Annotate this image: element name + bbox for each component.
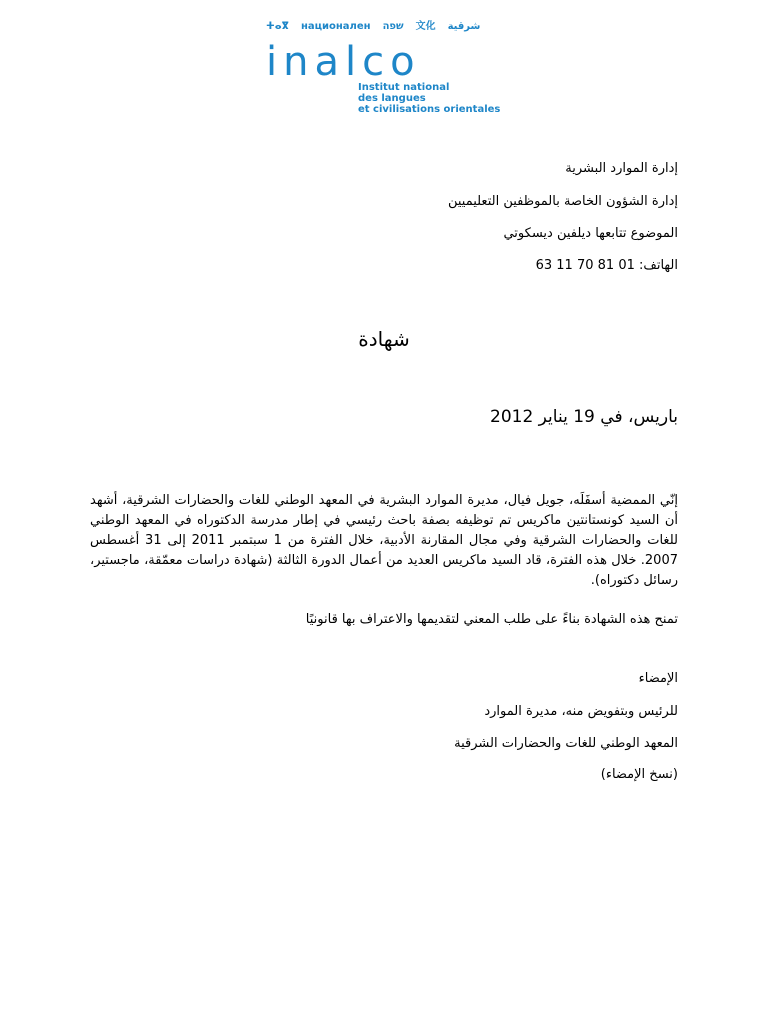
signature-authority: للرئيس وبتفويض منه، مديرة الموارد (484, 704, 678, 719)
signature-copy-note: (نسخ الإمضاء) (600, 767, 678, 782)
logo-script-chinese: 文化 (415, 21, 436, 32)
header-division: إدارة الشؤون الخاصة بالموظفين التعليميين (447, 194, 678, 209)
signature-label: الإمضاء (638, 671, 678, 686)
logo-tagline (358, 82, 500, 115)
logo-tagline-line: des langues (358, 93, 426, 104)
logo-scripts (266, 20, 480, 34)
header-phone: الهاتف: 01 81 70 11 63 (535, 258, 678, 273)
logo-tagline-line: Institut national (358, 82, 450, 93)
header-subject: الموضوع تتابعها ديلفين ديسكوتي (503, 226, 678, 241)
logo-script-tifinagh: ⵜⴰⴳ (266, 21, 289, 32)
document-date: باريس، في 19 يناير 2012 (490, 407, 678, 427)
logo-script-arabic: شرقية (447, 21, 481, 32)
logo-brand: inalco (266, 39, 421, 85)
body-paragraph: إنّي الممضية أسفَلَه، جويل فيال، مديرة الموارد البشرية في المعهد الوطني للغات والحضارات الشرقية، أشهد أن السيد كونستانتين ماكريس تم توظيفه بصفة باحث رئيسي في إطار مدرسة الدكتوراه في المعهد الوطني للغات والحضارات الشرقية وفي مجال المقارنة الأدبية، خلال الفترة من 1 سبتمبر 2011 إلى 31 أغسطس 2007. خلال هذه الفترة، قاد السيد ماكريس العديد من أعمال الدورة الثالثة (شهادة دراسات معمّقة، ماجستير، رسائل دكتوراه). (90, 493, 678, 588)
logo-tagline-line: et civilisations orientales (358, 104, 501, 115)
document-title: شهادة (358, 327, 410, 351)
signature-institution: المعهد الوطني للغات والحضارات الشرقية (454, 736, 678, 751)
logo-script-hebrew: שפה (382, 21, 404, 32)
header-department: إدارة الموارد البشرية (565, 161, 678, 176)
inalco-logo (262, 18, 522, 122)
logo-script-cyrillic: национален (300, 21, 371, 32)
body-paragraph-purpose: تمنح هذه الشهادة بناءً على طلب المعني لتقديمها والاعتراف بها قانونيًا (305, 612, 678, 627)
